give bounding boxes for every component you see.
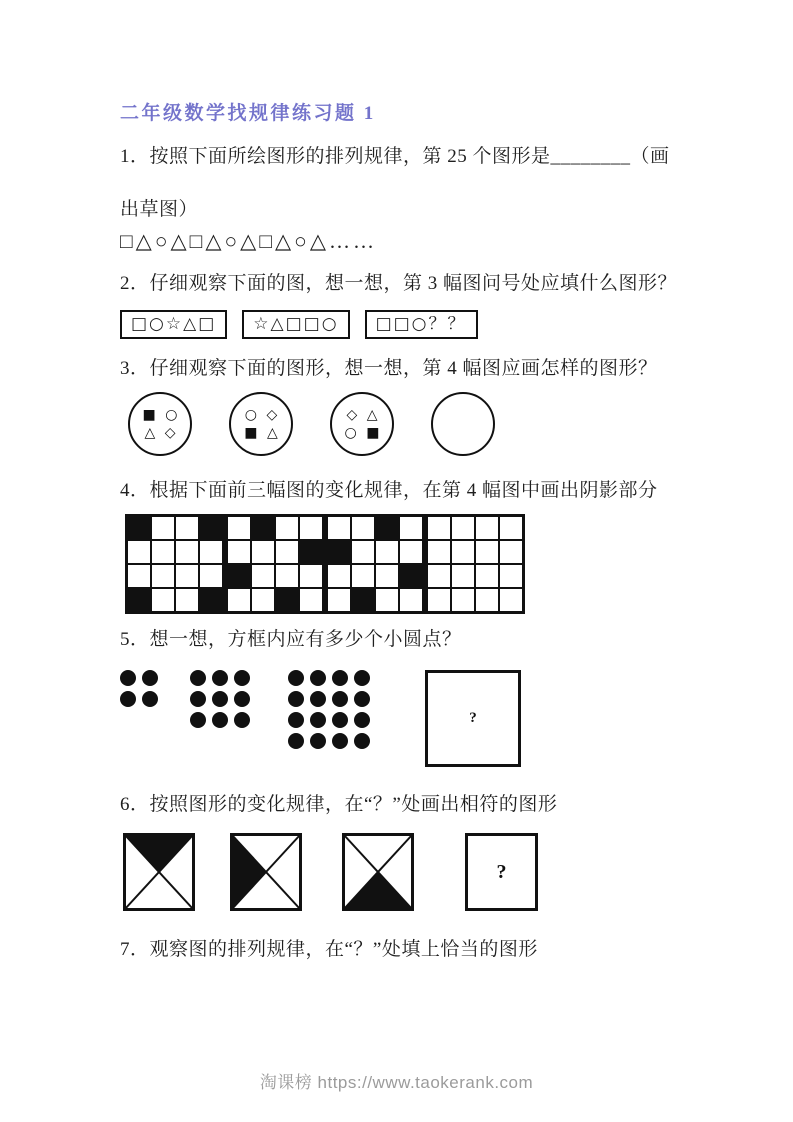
dot (310, 733, 326, 749)
question-1-line2: 出草图） (120, 199, 199, 220)
empty-cell (327, 588, 351, 612)
dot (212, 712, 228, 728)
empty-cell (251, 540, 275, 564)
shaded-cell (399, 564, 423, 588)
empty-cell (427, 540, 451, 564)
empty-cell (251, 588, 275, 612)
dot (288, 670, 304, 686)
q6-question-box (465, 833, 538, 911)
dot (190, 691, 206, 707)
dot (142, 670, 158, 686)
q3-circle-2-row1: ○ ◇ (244, 407, 278, 423)
empty-cell (251, 564, 275, 588)
question-2-text: 2．仔细观察下面的图，想一想，第 3 幅图问号处应填什么图形？ (120, 273, 678, 294)
empty-cell (451, 588, 475, 612)
empty-cell (399, 516, 423, 540)
empty-cell (475, 588, 499, 612)
dot (120, 670, 136, 686)
q3-circle-2-row2: ■ △ (244, 425, 278, 441)
empty-cell (127, 540, 151, 564)
q3-circle-1-row2: △ ◇ (144, 425, 176, 441)
empty-cell (451, 516, 475, 540)
question-2-figures (120, 310, 478, 339)
empty-cell (375, 588, 399, 612)
empty-cell (451, 540, 475, 564)
dot (142, 691, 158, 707)
q3-circle-1-row1: ■ ○ (142, 407, 178, 423)
question-4-text: 4．根据下面前三幅图的变化规律，在第 4 幅图中画出阴影部分 (120, 480, 658, 501)
empty-cell (227, 588, 251, 612)
empty-cell (399, 588, 423, 612)
question-1-line1: 1．按照下面所绘图形的排列规律，第 25 个图形是________（画 (120, 146, 670, 167)
empty-cell (499, 564, 523, 588)
empty-cell (427, 516, 451, 540)
dot (212, 691, 228, 707)
q5-dot-group-1 (120, 670, 158, 707)
question-5-text: 5．想一想，方框内应有多少个小圆点？ (120, 629, 462, 650)
empty-cell (475, 540, 499, 564)
empty-cell (375, 564, 399, 588)
dot (310, 670, 326, 686)
q2-shape-box-2: ☆△□□○ (242, 310, 349, 339)
shaded-cell (251, 516, 275, 540)
question-3-text: 3．仔细观察下面的图形，想一想，第 4 幅图应画怎样的图形？ (120, 358, 658, 379)
worksheet-title: 二年级数学找规律练习题 1 (120, 103, 376, 124)
empty-cell (275, 564, 299, 588)
question-5-figures (120, 670, 521, 767)
empty-cell (375, 540, 399, 564)
empty-cell (451, 564, 475, 588)
q3-circle-3-row1: ◇ △ (346, 407, 378, 423)
empty-cell (427, 588, 451, 612)
question-7-text: 7．观察图的排列规律，在“？”处填上恰当的图形 (120, 939, 538, 960)
q2-shape-box-3: □□○？？ (365, 310, 478, 339)
dot (288, 691, 304, 707)
q3-circle-2 (229, 392, 293, 456)
empty-cell (399, 540, 423, 564)
empty-cell (151, 564, 175, 588)
shape-sequence: □△○△□△○△□△○△…… (120, 229, 378, 253)
shaded-cell (275, 588, 299, 612)
dot (310, 691, 326, 707)
empty-cell (475, 564, 499, 588)
footer-watermark: 淘课榜 https://www.taokerank.com (259, 1073, 534, 1092)
empty-cell (499, 588, 523, 612)
shaded-cell (227, 564, 251, 588)
dot (332, 691, 348, 707)
dot (288, 733, 304, 749)
q5-question-box (425, 670, 521, 767)
empty-cell (427, 564, 451, 588)
q2-shape-box-1: □○☆△□ (120, 310, 227, 339)
shaded-cell (351, 588, 375, 612)
shaded-cell (199, 516, 223, 540)
q5-question-mark: ? (469, 710, 477, 726)
q4-grid-3 (325, 514, 425, 614)
empty-cell (199, 540, 223, 564)
empty-cell (275, 516, 299, 540)
empty-cell (151, 540, 175, 564)
empty-cell (351, 564, 375, 588)
empty-cell (299, 588, 323, 612)
dot (310, 712, 326, 728)
empty-cell (299, 516, 323, 540)
q4-grid-2 (225, 514, 325, 614)
empty-cell (227, 516, 251, 540)
empty-cell (151, 588, 175, 612)
dot (332, 670, 348, 686)
dot (288, 712, 304, 728)
question-6-text: 6．按照图形的变化规律，在“？”处画出相符的图形 (120, 794, 558, 815)
empty-cell (499, 540, 523, 564)
q3-circle-1 (128, 392, 192, 456)
empty-cell (175, 564, 199, 588)
empty-cell (275, 540, 299, 564)
dot (190, 670, 206, 686)
shaded-cell (127, 516, 151, 540)
empty-cell (175, 588, 199, 612)
dot (354, 670, 370, 686)
dot (332, 733, 348, 749)
empty-cell (327, 516, 351, 540)
dot (354, 691, 370, 707)
q6-question-mark: ? (496, 860, 507, 883)
q5-dot-group-2 (190, 670, 250, 728)
dot (234, 670, 250, 686)
empty-cell (299, 564, 323, 588)
shaded-cell (127, 588, 151, 612)
shaded-cell (299, 540, 323, 564)
shaded-cell (327, 540, 351, 564)
shaded-cell (199, 588, 223, 612)
q6-square-bottom-shaded (342, 833, 414, 911)
dot (190, 712, 206, 728)
q6-square-top-shaded (123, 833, 195, 911)
empty-cell (127, 564, 151, 588)
empty-cell (327, 564, 351, 588)
dot (332, 712, 348, 728)
empty-cell (175, 540, 199, 564)
q6-square-left-shaded (230, 833, 302, 911)
q5-dot-group-3 (288, 670, 370, 749)
shaded-cell (375, 516, 399, 540)
question-3-figures (120, 392, 495, 456)
empty-cell (151, 516, 175, 540)
q3-circle-3-row2: ○ ■ (344, 425, 380, 441)
empty-cell (499, 516, 523, 540)
q4-grid-1 (125, 514, 225, 614)
q3-circle-4-empty (431, 392, 495, 456)
q4-grid-4-empty (425, 514, 525, 614)
dot (354, 712, 370, 728)
question-6-figures (120, 833, 538, 911)
empty-cell (199, 564, 223, 588)
question-4-figures (120, 514, 525, 614)
empty-cell (475, 516, 499, 540)
empty-cell (175, 516, 199, 540)
question-1-text (120, 130, 705, 236)
dot (212, 670, 228, 686)
empty-cell (351, 540, 375, 564)
dot (120, 691, 136, 707)
dot (354, 733, 370, 749)
empty-cell (351, 516, 375, 540)
dot (234, 691, 250, 707)
empty-cell (227, 540, 251, 564)
q3-circle-3 (330, 392, 394, 456)
dot (234, 712, 250, 728)
